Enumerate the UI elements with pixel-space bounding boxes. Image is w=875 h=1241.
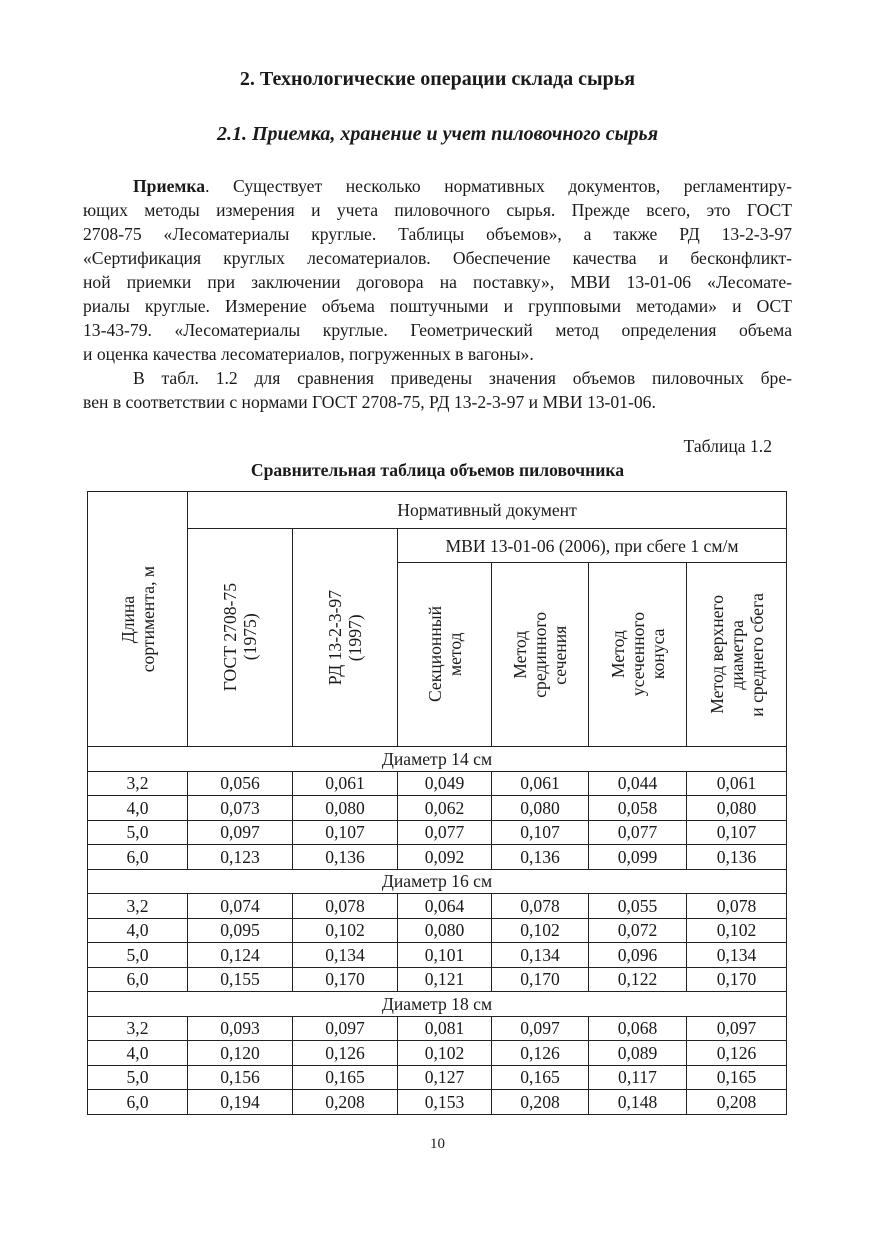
volume-cell: 0,080: [293, 796, 398, 821]
volume-cell: 0,092: [398, 845, 492, 870]
subsection-title: 2.1. Приемка, хранение и учет пиловочного сырья: [217, 123, 658, 145]
volume-cell: 0,097: [293, 1016, 398, 1041]
volume-cell: 0,102: [293, 918, 398, 943]
table-row: [88, 1090, 787, 1115]
table-row: [88, 796, 787, 821]
volume-cell: 0,127: [398, 1065, 492, 1090]
paragraph-acceptance: [83, 174, 792, 366]
volume-cell: 0,153: [398, 1090, 492, 1115]
volume-cell: 0,122: [589, 967, 687, 992]
volume-cell: 0,208: [687, 1090, 787, 1115]
volume-cell: 0,064: [398, 894, 492, 919]
volume-cell: 0,095: [188, 918, 293, 943]
paragraph-line: В табл. 1.2 для сравнения приведены значения объемов пиловочных бре-: [133, 368, 792, 388]
paragraph-line: 2708-75 «Лесоматериалы круглые. Таблицы объемов», а также РД 13-2-3-97: [83, 224, 792, 244]
volume-cell: 0,061: [293, 771, 398, 796]
volume-cell: 0,068: [589, 1016, 687, 1041]
volume-cell: 0,056: [188, 771, 293, 796]
volume-cell: 0,101: [398, 943, 492, 968]
volume-cell: 0,165: [293, 1065, 398, 1090]
header-rd: РД 13-2-3-97 (1997): [293, 529, 398, 747]
length-cell: 6,0: [88, 845, 188, 870]
volume-cell: 0,124: [188, 943, 293, 968]
header-method-2: [589, 563, 687, 747]
length-cell: 3,2: [88, 771, 188, 796]
volume-cell: 0,194: [188, 1090, 293, 1115]
volume-cell: 0,155: [188, 967, 293, 992]
paragraph-line: «Сертификация круглых лесоматериалов. Обеспечение качества и бесконфликт-: [83, 248, 792, 268]
volume-cell: 0,049: [398, 771, 492, 796]
diameter-label: Диаметр 14 см: [88, 747, 787, 772]
length-cell: 6,0: [88, 1090, 188, 1115]
volume-cell: 0,093: [188, 1016, 293, 1041]
header-mvi: МВИ 13-01-06 (2006), при сбеге 1 см/м: [398, 529, 787, 563]
volume-cell: 0,072: [589, 918, 687, 943]
volume-cell: 0,102: [492, 918, 589, 943]
volume-cell: 0,061: [492, 771, 589, 796]
volume-cell: 0,089: [589, 1041, 687, 1066]
volume-cell: 0,078: [687, 894, 787, 919]
volume-cell: 0,148: [589, 1090, 687, 1115]
volume-cell: 0,121: [398, 967, 492, 992]
table-row: [88, 820, 787, 845]
volume-cell: 0,099: [589, 845, 687, 870]
volume-cell: 0,080: [398, 918, 492, 943]
table-number: Таблица 1.2: [683, 436, 772, 456]
volume-cell: 0,165: [492, 1065, 589, 1090]
length-cell: 4,0: [88, 918, 188, 943]
header-method-label: Метод верхнего диаметра и среднего сбега: [706, 592, 767, 717]
table-caption: Сравнительная таблица объемов пиловочника: [250, 460, 625, 480]
volume-cell: 0,096: [589, 943, 687, 968]
volume-cell: 0,120: [188, 1041, 293, 1066]
volume-cell: 0,080: [492, 796, 589, 821]
volume-cell: 0,102: [398, 1041, 492, 1066]
paragraph-line: 13-43-79. «Лесоматериалы круглые. Геометрический метод определения объема: [83, 320, 792, 340]
length-cell: 6,0: [88, 967, 188, 992]
volume-cell: 0,136: [492, 845, 589, 870]
table-row: [88, 894, 787, 919]
volume-cell: 0,078: [293, 894, 398, 919]
paragraph-line: [83, 174, 792, 198]
volume-cell: 0,165: [687, 1065, 787, 1090]
volume-cell: 0,107: [293, 820, 398, 845]
header-method-label: Метод усеченного конуса: [607, 612, 668, 697]
volume-cell: 0,055: [589, 894, 687, 919]
volume-cell: 0,136: [293, 845, 398, 870]
length-cell: 3,2: [88, 1016, 188, 1041]
length-cell: 5,0: [88, 943, 188, 968]
diameter-group-row: [88, 869, 787, 894]
volume-comparison-table: [87, 491, 787, 1115]
header-method-1: [492, 563, 589, 747]
paragraph-line: вен в соответствии с нормами ГОСТ 2708-75, РД 13-2-3-97 и МВИ 13-01-06.: [83, 392, 656, 412]
volume-cell: 0,126: [293, 1041, 398, 1066]
length-cell: 4,0: [88, 1041, 188, 1066]
table-row: [88, 771, 787, 796]
volume-cell: 0,102: [687, 918, 787, 943]
table-row: [88, 1041, 787, 1066]
volume-cell: 0,062: [398, 796, 492, 821]
length-cell: 3,2: [88, 894, 188, 919]
page-number: 10: [430, 1136, 445, 1152]
volume-cell: 0,044: [589, 771, 687, 796]
volume-cell: 0,170: [293, 967, 398, 992]
paragraph-comparison: [83, 366, 792, 414]
volume-cell: 0,061: [687, 771, 787, 796]
diameter-group-row: [88, 992, 787, 1017]
table-row: [88, 1016, 787, 1041]
paragraph-line: ной приемки при заключении договора на поставку», МВИ 13-01-06 «Лесомате-: [83, 272, 792, 292]
volume-cell: 0,208: [492, 1090, 589, 1115]
volume-cell: 0,097: [188, 820, 293, 845]
volume-cell: 0,170: [687, 967, 787, 992]
diameter-label: Диаметр 16 см: [88, 869, 787, 894]
length-cell: 4,0: [88, 796, 188, 821]
volume-cell: 0,078: [492, 894, 589, 919]
volume-cell: 0,081: [398, 1016, 492, 1041]
header-method-label: Секционный метод: [424, 606, 465, 703]
paragraph-line: риалы круглые. Измерение объема поштучными и групповыми методами» и ОСТ: [83, 296, 792, 316]
volume-cell: 0,117: [589, 1065, 687, 1090]
header-method-3: [687, 563, 787, 747]
header-method-0: [398, 563, 492, 747]
volume-cell: 0,107: [687, 820, 787, 845]
volume-cell: 0,080: [687, 796, 787, 821]
volume-cell: 0,134: [293, 943, 398, 968]
volume-cell: 0,077: [398, 820, 492, 845]
volume-cell: 0,077: [589, 820, 687, 845]
volume-cell: 0,134: [492, 943, 589, 968]
volume-cell: 0,097: [492, 1016, 589, 1041]
volume-cell: 0,156: [188, 1065, 293, 1090]
line-text: . Существует несколько нормативных документов, регламентиру-: [205, 176, 792, 196]
volume-cell: 0,126: [687, 1041, 787, 1066]
volume-cell: 0,107: [492, 820, 589, 845]
header-length: Длина сортимента, м: [88, 492, 188, 747]
volume-cell: 0,126: [492, 1041, 589, 1066]
lead-term: Приемка: [133, 176, 206, 196]
table-row: [88, 943, 787, 968]
paragraph-line: ющих методы измерения и учета пиловочного сырья. Прежде всего, это ГОСТ: [83, 200, 792, 220]
length-cell: 5,0: [88, 1065, 188, 1090]
volume-cell: 0,134: [687, 943, 787, 968]
volume-cell: 0,073: [188, 796, 293, 821]
table-row: [88, 967, 787, 992]
paragraph-line: и оценка качества лесоматериалов, погруженных в вагоны».: [83, 344, 534, 364]
table-row: [88, 918, 787, 943]
length-cell: 5,0: [88, 820, 188, 845]
volume-cell: 0,058: [589, 796, 687, 821]
volume-cell: 0,074: [188, 894, 293, 919]
volume-cell: 0,208: [293, 1090, 398, 1115]
volume-cell: 0,123: [188, 845, 293, 870]
volume-cell: 0,136: [687, 845, 787, 870]
diameter-label: Диаметр 18 см: [88, 992, 787, 1017]
table-row: [88, 845, 787, 870]
table-row: [88, 1065, 787, 1090]
header-gost: ГОСТ 2708-75 (1975): [188, 529, 293, 747]
section-title: 2. Технологические операции склада сырья: [239, 68, 636, 90]
header-method-label: Метод срединного сечения: [510, 611, 570, 698]
diameter-group-row: [88, 747, 787, 772]
volume-cell: 0,170: [492, 967, 589, 992]
volume-cell: 0,097: [687, 1016, 787, 1041]
header-normdoc: Нормативный документ: [188, 492, 787, 529]
